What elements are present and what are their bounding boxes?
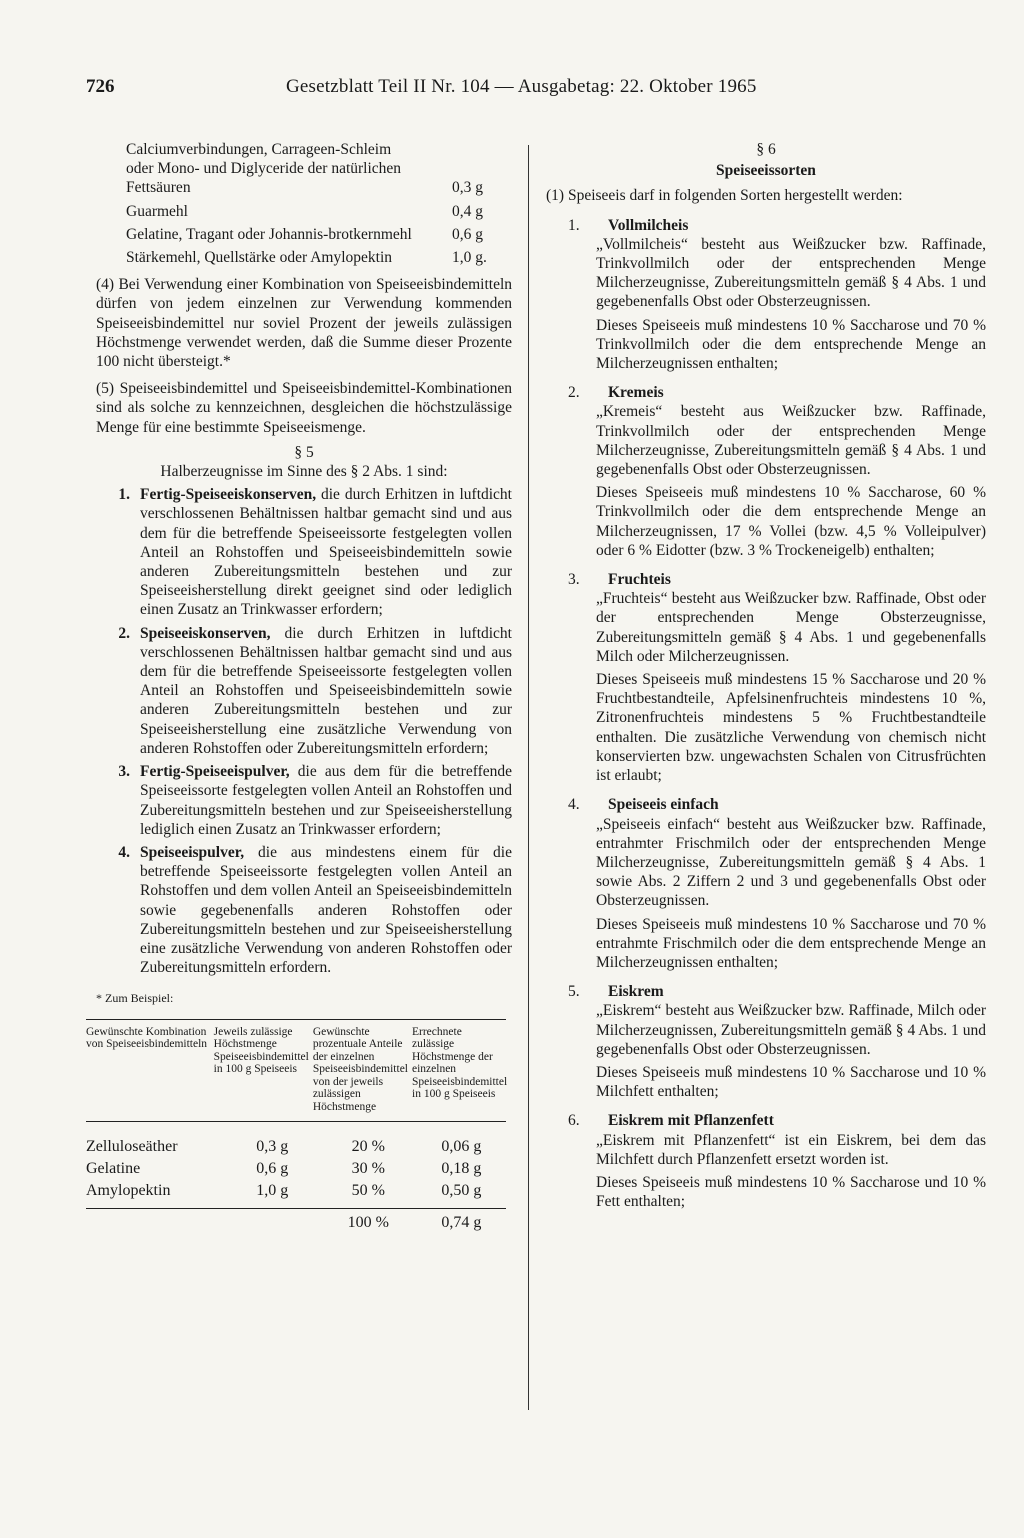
table-cell-empty <box>225 1217 320 1230</box>
halberzeugnisse-list <box>96 485 512 977</box>
sort-item <box>546 383 986 560</box>
sort-name: Kremeis <box>608 384 664 402</box>
sort-number: 5. <box>568 983 580 1001</box>
item-number: 2. <box>118 624 130 642</box>
sort-body <box>546 815 986 973</box>
ingredient-row <box>96 202 512 221</box>
table-cell: 0,06 g <box>441 1138 482 1156</box>
table-cell: 0,6 g <box>256 1160 289 1178</box>
sort-body <box>546 235 986 373</box>
item-description: die durch Erhitzen in luftdicht verschlossenen Behältnissen haltbar gemacht sind und aus dem für die betreffende Speiseeissorte festgelegten vollen Anteil an Rohstoffen und Speiseeisbindemitteln sowie anderen Zubereitungsmitteln bestehen und zur Speiseeisherstellung eine zusätzliche Verwendung von anderen Rohstoffen oder Zubereitungsmitteln erfordern; <box>140 624 512 757</box>
paragraph-5: (5) Speiseeisbindemittel und Speiseeisbindemittel-Kombinationen sind als solche zu kennzeichnen, desgleichen die höchstzulässige Menge für eine bestimmte Speiseeismenge. <box>96 380 512 436</box>
total-amount: 0,74 g <box>441 1214 482 1232</box>
ingredient-row <box>96 248 512 267</box>
sort-name: Fruchteis <box>608 571 671 589</box>
ingredient-name: Guarmehl <box>126 202 188 220</box>
column-header: Gewünschte prozentuale Anteile der einzelnen Speiseeisbindemittel von der jeweils zulässigen Höchstmenge <box>312 1025 408 1113</box>
sort-number: 4. <box>568 796 580 814</box>
sort-description: „Speiseeis einfach“ besteht aus Weißzucker bzw. Raffinade, entrahmter Frischmilch oder der entsprechenden Menge Milcherzeugnisse, Zubereitungsmitteln gemäß § 4 Abs. 1 sowie Abs. 2 Ziffern 2 und 3 und gegebenenfalls Obst oder Obsterzeugnissen. <box>596 815 986 910</box>
section-5-heading: § 5 <box>294 443 314 461</box>
item-term: Speiseeispulver, <box>140 843 245 861</box>
gazette-title: Gesetzblatt Teil II Nr. 104 — Ausgabetag: 22. Oktober 1965 <box>286 76 757 97</box>
ingredient-name: Stärkemehl, Quellstärke oder Amylopektin <box>126 249 393 267</box>
table-cell: 0,18 g <box>441 1160 482 1178</box>
table-row <box>86 1136 506 1158</box>
item-term: Fertig-Speiseeispulver, <box>140 763 290 781</box>
sort-number: 1. <box>568 216 580 234</box>
item-term: Fertig-Speiseeiskonserven, <box>140 486 317 504</box>
section-5-intro: Halberzeugnisse im Sinne des § 2 Abs. 1 sind: <box>160 463 448 481</box>
table-cell: Zelluloseäther <box>86 1138 178 1156</box>
ingredient-amount: 0,6 g <box>452 225 483 243</box>
column-header: Errechnete zulässige Höchstmenge der einzelnen Speiseeisbindemittel in 100 g Speiseeis <box>412 1025 508 1101</box>
list-item <box>96 762 512 839</box>
list-item <box>96 624 512 758</box>
sort-heading <box>546 383 986 402</box>
item-term: Speiseeiskonserven, <box>140 624 271 642</box>
section-6-heading: § 6 <box>756 141 776 158</box>
item-text <box>140 762 512 839</box>
sort-body <box>546 589 986 785</box>
sort-requirement: Dieses Speiseeis muß mindestens 10 % Saccharose und 10 % Milchfett enthalten; <box>596 1063 986 1101</box>
sort-number: 2. <box>568 384 580 402</box>
table-row <box>86 1158 506 1180</box>
ingredient-name: Gelatine, Tragant oder Johannis-brotkernmehl <box>126 225 412 243</box>
sort-requirement: Dieses Speiseeis muß mindestens 10 % Saccharose und 70 % entrahmte Frischmilch oder die dem entsprechende Menge an Milcherzeugnissen enthalten; <box>596 915 986 971</box>
example-table <box>86 1019 506 1230</box>
sort-description: „Fruchteis“ besteht aus Weißzucker bzw. Raffinade, Obst oder der entsprechenden Menge Obsterzeugnisse, Zubereitungsmitteln gemäß § 4 Abs. 1 und gegebenenfalls Milch oder Milcherzeugnissen. <box>596 590 986 665</box>
page-number: 726 <box>86 76 115 97</box>
sort-body <box>546 1131 986 1212</box>
right-column <box>546 140 986 1211</box>
item-text <box>140 624 512 758</box>
table-cell: 1,0 g <box>256 1182 289 1200</box>
sort-requirement: Dieses Speiseeis muß mindestens 10 % Saccharose und 10 % Fett enthalten; <box>596 1173 986 1211</box>
table-cell-empty <box>86 1217 225 1230</box>
table-total-row <box>86 1208 506 1230</box>
sort-requirement: Dieses Speiseeis muß mindestens 15 % Saccharose und 20 % Fruchtbestandteile, Apfelsinenfruchteis mindestens 10 %, Zitronenfruchteis mindestens 5 % Fruchtbestandteile enthalten. Die zusätzliche Verwendung von chemisch nicht konservierten bzw. ungewachsten Schalen von Citrusfrüchten ist erlaubt; <box>596 671 986 785</box>
table-row <box>86 1180 506 1202</box>
ingredient-name: Calciumverbindungen, Carrageen-Schleim oder Mono- und Diglyceride der natürlichen Fettsäuren <box>126 141 402 197</box>
sort-item <box>546 795 986 972</box>
sort-body <box>546 402 986 560</box>
sort-item <box>546 570 986 785</box>
total-percent: 100 % <box>347 1214 389 1232</box>
item-number: 4. <box>118 843 130 861</box>
sort-item <box>546 982 986 1101</box>
sort-description: „Eiskrem mit Pflanzenfett“ ist ein Eiskrem, bei dem das Milchfett durch Pflanzenfett ersetzt worden ist. <box>596 1131 986 1168</box>
column-divider <box>528 145 529 1410</box>
sort-requirement: Dieses Speiseeis muß mindestens 10 % Saccharose und 70 % Trinkvollmilch oder die dem entsprechende Menge an Milcherzeugnissen enthalten; <box>596 316 986 373</box>
table-cell: 0,50 g <box>441 1182 482 1200</box>
column-header: Jeweils zulässige Höchstmenge Speiseeisbindemittel in 100 g Speiseeis <box>213 1025 309 1076</box>
sort-heading <box>546 982 986 1001</box>
sort-heading <box>546 795 986 814</box>
sort-item <box>546 216 986 374</box>
ingredient-amount: 0,3 g <box>452 179 483 197</box>
sort-name: Vollmilcheis <box>608 216 689 234</box>
ingredient-amount: 0,4 g <box>452 202 483 220</box>
table-divider <box>86 1121 506 1122</box>
table-cell: 50 % <box>351 1182 385 1200</box>
sort-heading <box>546 570 986 589</box>
sort-name: Speiseeis einfach <box>608 796 719 814</box>
footnote-label: * Zum Beispiel: <box>96 991 174 1006</box>
table-header <box>86 1020 506 1114</box>
sort-number: 3. <box>568 571 580 589</box>
item-description: die aus mindestens einem für die betreffende Speiseeissorte festgelegten vollen Anteil an Rohstoffen und dem vollen Anteil an Speiseeisbindemitteln sowie gegebenenfalls anderen Rohstoffen oder Zubereitungsmitteln bestehen und zur Speiseeisherstellung eine zusätzliche Verwendung von anderen Rohstoffen oder Zubereitungsmitteln erfordern. <box>140 843 512 977</box>
item-number: 3. <box>118 763 130 781</box>
paragraph-4: (4) Bei Verwendung einer Kombination von Speiseeisbindemitteln dürfen von jedem einzelnen zur Verwendung kommenden Speiseeisbindemittel nur soviel Prozent der jeweils zulässigen Höchstmenge verwendet werden, daß die Summe dieser Prozente 100 nicht übersteigt.* <box>96 276 512 371</box>
sort-requirement: Dieses Speiseeis muß mindestens 10 % Saccharose, 60 % Trinkvollmilch oder die dem entsprechende Menge an Milcherzeugnissen, 17 % Vollei (bzw. 4,5 % Volleipulver) oder 6 % Eidotter (bzw. 3 % Trockeneigelb) enthalten; <box>596 484 986 559</box>
table-cell: 0,3 g <box>256 1138 289 1156</box>
table-cell: 20 % <box>351 1138 385 1156</box>
table-cell: Gelatine <box>86 1160 141 1178</box>
section-6-intro: (1) Speiseeis darf in folgenden Sorten hergestellt werden: <box>546 187 903 205</box>
list-item <box>96 843 512 977</box>
sort-body <box>546 1001 986 1101</box>
sort-description: „Eiskrem“ besteht aus Weißzucker bzw. Raffinade, Milch oder Milcherzeugnissen, Zubereitungsmitteln gemäß § 4 Abs. 1 und gegebenenfalls Obst oder Obsterzeugnissen. <box>596 1002 986 1058</box>
item-text <box>140 843 512 977</box>
ingredient-row <box>96 225 512 244</box>
sort-name: Eiskrem mit Pflanzenfett <box>608 1112 774 1130</box>
sort-number: 6. <box>568 1112 580 1130</box>
item-description: die aus dem für die betreffende Speiseeissorte festgelegten vollen Anteil an Rohstoffen und Zubereitungsmitteln bestehen und zur Speiseeisherstellung lediglich einen Zusatz an Trinkwasser erfordern; <box>140 763 512 838</box>
table-cell: 30 % <box>351 1160 385 1178</box>
left-column <box>86 140 512 1232</box>
item-number: 1. <box>118 486 130 504</box>
column-header: Gewünschte Kombination von Speiseeisbindemitteln <box>86 1025 208 1051</box>
sort-item <box>546 1111 986 1211</box>
sort-heading <box>546 1111 986 1130</box>
ingredient-list <box>96 140 512 267</box>
ingredient-row <box>96 140 512 198</box>
sort-description: „Kremeis“ besteht aus Weißzucker bzw. Raffinade, Trinkvollmilch oder der entsprechenden Menge Milcherzeugnisse, Zubereitungsmitteln gemäß § 4 Abs. 1 und gegebenenfalls Obst oder Obsterzeugnissen. <box>596 403 986 479</box>
sort-description: „Vollmilcheis“ besteht aus Weißzucker bzw. Raffinade, Trinkvollmilch oder der entsprechenden Menge Milcherzeugnisse, Zubereitungsmitteln gemäß § 4 Abs. 1 und gegebenenfalls Obst oder Obsterzeugnissen. <box>596 235 986 311</box>
item-text <box>140 485 512 619</box>
table-body <box>86 1136 506 1202</box>
item-description: die durch Erhitzen in luftdicht verschlossenen Behältnissen haltbar gemacht sind und aus dem für die betreffende Speiseeissorte festgelegten vollen Anteil an Rohstoffen und Speiseeisbindemitteln sowie anderen Zubereitungsmitteln bestehen und zur Speiseeisherstellung direkt geeignet sind oder lediglich einen Zusatz an Trinkwasser erfordern; <box>140 486 512 619</box>
section-6-title: Speiseeissorten <box>716 162 816 180</box>
sort-name: Eiskrem <box>608 983 664 1001</box>
ingredient-amount: 1,0 g. <box>452 249 487 267</box>
table-cell: Amylopektin <box>86 1182 171 1200</box>
list-item <box>96 485 512 619</box>
sort-heading <box>546 216 986 235</box>
page-header <box>86 76 786 104</box>
